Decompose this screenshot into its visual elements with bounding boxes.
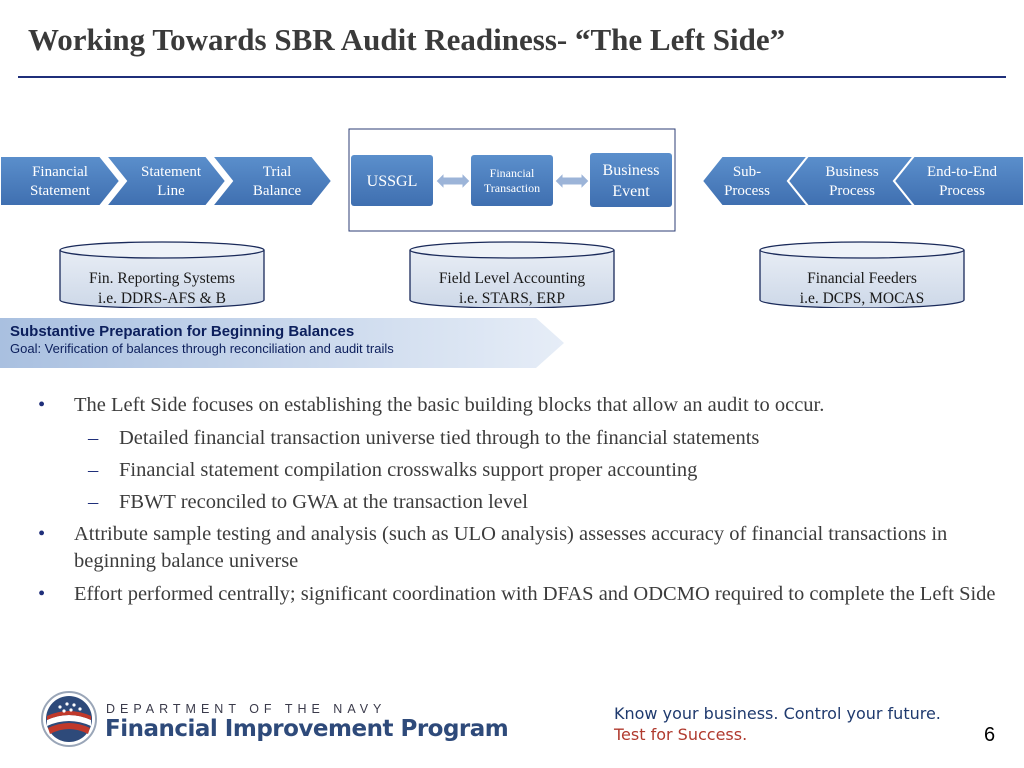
chevron-label: Sub- [732,164,762,180]
dash-icon: – [88,459,99,481]
banner-text [10,323,394,357]
tagline-primary: Know your business. Control your future. [614,704,941,723]
sub-bullet-text: FBWT reconciled to GWA at the transaction level [119,491,528,513]
sub-bullet-text: Detailed financial transaction universe tied through to the financial statements [119,427,760,449]
slide-title: Working Towards SBR Audit Readiness- “The Left Side” [28,22,786,57]
database-fin-reporting [59,240,265,308]
dash-icon: – [88,427,99,449]
bullet-dot-icon: • [38,523,46,545]
chevron-label: Trial [262,164,292,180]
banner-title: Substantive Preparation for Beginning Balances [10,323,355,340]
double-arrow-icon [436,173,470,189]
database-label: Fin. Reporting Systems [89,270,235,287]
chevron-label: Process [939,183,985,199]
process-flow-diagram [0,125,1024,235]
bullet-item [38,581,1008,608]
ussgl-label: USSGL [366,173,418,190]
database-financial-feeders [759,240,965,308]
banner-goal: Goal: Verification of balances through reconciliation and audit trails [10,341,394,356]
tagline-secondary: Test for Success. [614,725,748,744]
chevron-label: Business [825,164,879,180]
department-name: DEPARTMENT OF THE NAVY [106,702,387,716]
database-field-level [409,240,615,308]
database-label: i.e. STARS, ERP [459,290,565,307]
chevron-label: Financial [32,164,88,180]
database-label: Financial Feeders [807,270,917,287]
database-label: Field Level Accounting [438,270,586,287]
chevron-label: Statement [30,183,90,199]
transaction-label: Transaction [483,181,541,195]
bullet-text: Effort performed centrally; significant coordination with DFAS and ODCMO required to complete the Left Side [74,583,996,605]
event-label: Event [612,183,650,200]
sub-bullet-text: Financial statement compilation crosswalks support proper accounting [119,459,698,481]
database-label: i.e. DCPS, MOCAS [799,290,925,307]
sub-bullet-item [38,489,1008,516]
chevron-label: Process [724,183,770,199]
chevron-label: Statement [141,164,201,180]
bullet-list [38,392,1008,614]
bullet-dot-icon: • [38,583,46,605]
transaction-label: Financial [489,166,535,180]
chevron-label: Balance [252,183,302,199]
double-arrow-icon [555,173,589,189]
title-underline [18,76,1006,78]
sub-bullet-item [38,425,1008,452]
sub-bullet-item [38,457,1008,484]
event-label: Business [602,162,660,179]
chevron-label: Process [829,183,875,199]
bullet-item [38,521,1008,575]
bullet-dot-icon: • [38,394,46,416]
bullet-text: Attribute sample testing and analysis (such as ULO analysis) assesses accuracy of financial transactions in beginning balance universe [74,523,948,572]
chevron-label: Line [157,183,185,199]
bullet-item [38,392,1008,419]
bullet-text: The Left Side focuses on establishing the basic building blocks that allow an audit to occur. [74,394,825,416]
dash-icon: – [88,491,99,513]
page-number: 6 [984,724,996,746]
chevron-label: End-to-End [927,164,997,180]
database-label: i.e. DDRS-AFS & B [98,290,226,307]
navy-seal-logo [40,690,98,748]
program-name: Financial Improvement Program [105,716,509,742]
